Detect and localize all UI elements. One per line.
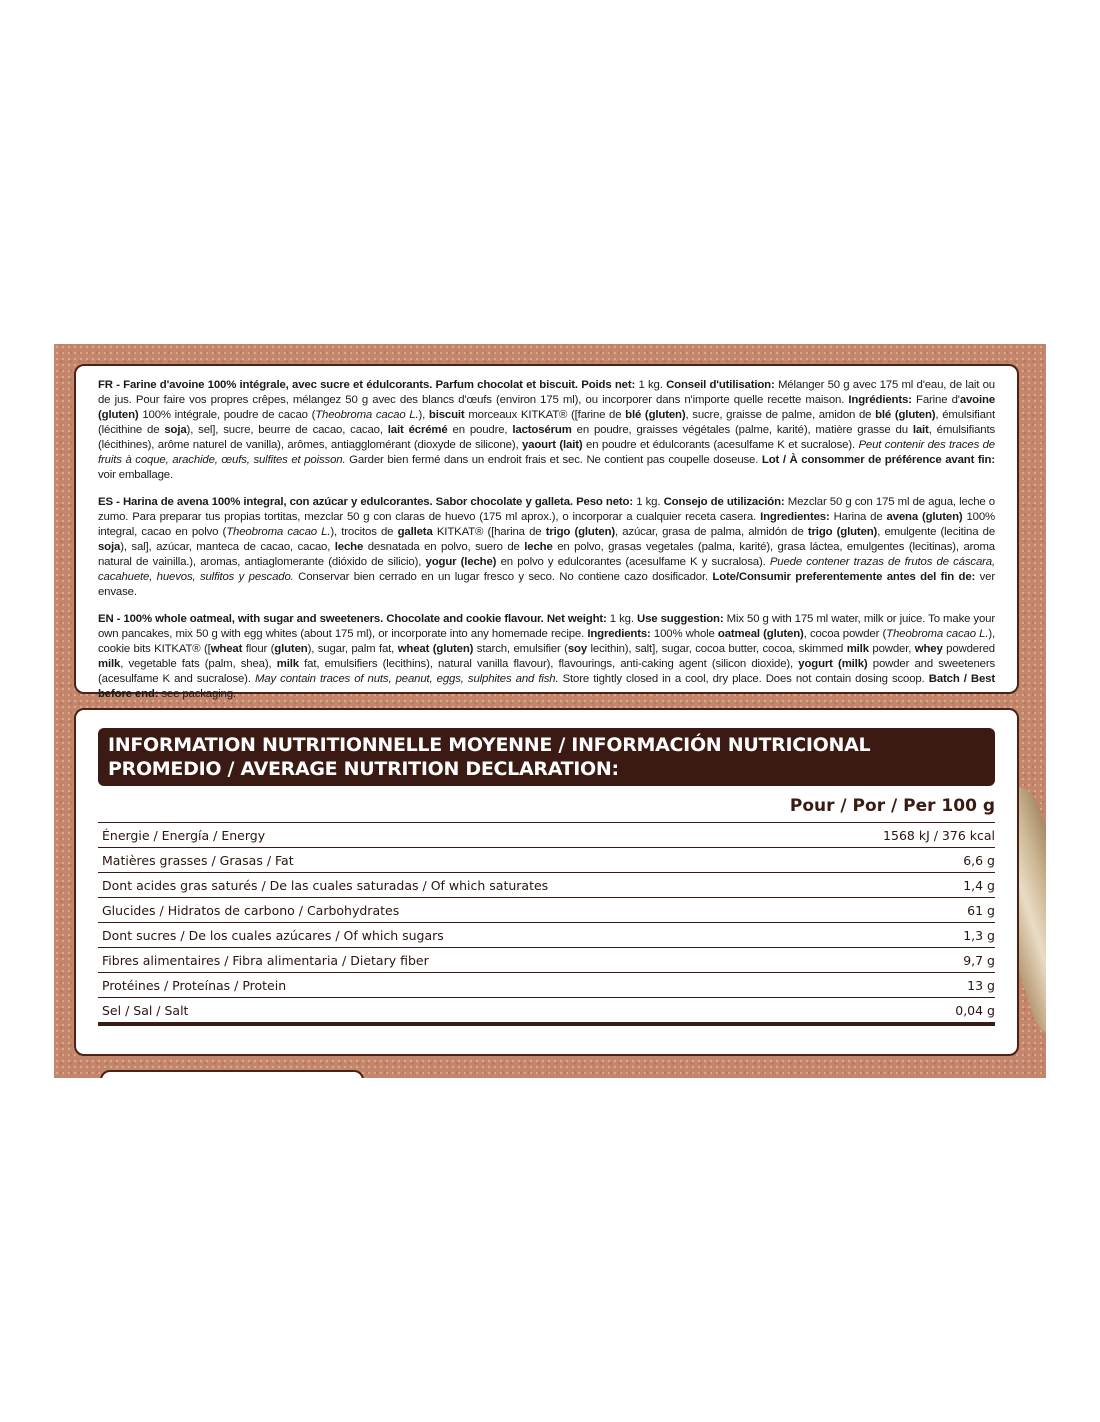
ingredients-en: EN - 100% whole oatmeal, with sugar and sweeteners. Chocolate and cookie flavour. Net weight: 1 kg. Use suggestion: Mix 50 g with 175 ml water, milk or juice. To make your own pancakes, mix 50 g with egg whites (about 175 ml), or incorporate into any homemade recipe. Ingredients: 100% whole oatmeal (gluten), cocoa powder (Theobroma cacao L.), cookie bits KITKAT® ([wheat flour (gluten), sugar, palm fat, wheat (gluten) starch, emulsifier (soy lecithin), salt], sugar, cocoa butter, cocoa, skimmed milk powder, whey powdered milk, vegetable fats (palm, shea), milk fat, emulsifiers (lecithins), natural vanilla flavour), flavourings, anti-caking agent (silicon dioxide), yogurt (milk) powder and sweeteners (acesulfame K and sucralose). May contain traces of nuts, peanut, eggs, sulphites and fish. Store tightly closed in a cool, dry place. Does not contain dosing scoop. Batch / Best before end: see packaging. bbox=[98, 613, 996, 700]
product-label bbox=[54, 344, 1046, 1078]
table-row bbox=[98, 973, 995, 998]
nutrient-label: Glucides / Hidratos de carbono / Carbohydrates bbox=[98, 898, 813, 923]
nutrient-value: 1568 kJ / 376 kcal bbox=[813, 823, 995, 848]
per-100g-header: Pour / Por / Per 100 g bbox=[98, 794, 995, 823]
nutrient-value: 1,3 g bbox=[813, 923, 995, 948]
nutrient-label: Sel / Sal / Salt bbox=[98, 998, 813, 1025]
nutrient-label: Dont sucres / De los cuales azúcares / Of which sugars bbox=[98, 923, 813, 948]
nutrient-value: 9,7 g bbox=[813, 948, 995, 973]
table-row bbox=[98, 823, 995, 848]
table-row bbox=[98, 948, 995, 973]
table-row bbox=[98, 898, 995, 923]
nutrient-label: Matières grasses / Grasas / Fat bbox=[98, 848, 813, 873]
nutrient-value: 1,4 g bbox=[813, 873, 995, 898]
table-row bbox=[98, 848, 995, 873]
nutrient-label: Énergie / Energía / Energy bbox=[98, 823, 813, 848]
table-row bbox=[98, 873, 995, 898]
ingredients-fr: FR - Farine d'avoine 100% intégrale, avec sucre et édulcorants. Parfum chocolat et biscuit. Poids net: 1 kg. Conseil d'utilisation: Mélanger 50 g avec 175 ml d'eau, de lait ou de jus. Pour faire vos propres crêpes, mélangez 50 g avec des blancs d'œufs (environ 175 ml), ou incorporer dans n'importe quelle recette maison. Ingrédients: Farine d'avoine (gluten) 100% intégrale, poudre de cacao (Theobroma cacao L.), biscuit morceaux KITKAT® ([farine de blé (gluten), sucre, graisse de palme, amidon de blé (gluten), émulsifiant (lécithine de soja), sel], sucre, beurre de cacao, cacao, lait écrémé en poudre, lactosérum en poudre, graisses végétales (palme, karité), matière grasse du lait, émulsifiants (lécithines), arôme naturel de vanilla), arômes, antiagglomérant (dioxyde de silicone), yaourt (lait) en poudre et édulcorants (acesulfame K et sucralose). Peut contenir des traces de fruits à coque, arachide, œufs, sulfites et poisson. Garder bien fermé dans un endroit frais et sec. Ne contient pas coupelle doseuse. Lot / À consommer de préférence avant fin: voir emballage. bbox=[98, 379, 996, 481]
nutrition-title: INFORMATION NUTRITIONNELLE MOYENNE / INFORMACIÓN NUTRICIONAL PROMEDIO / AVERAGE NUTRITION DECLARATION: bbox=[98, 728, 995, 786]
nutrient-label: Protéines / Proteínas / Protein bbox=[98, 973, 813, 998]
nutrient-value: 6,6 g bbox=[813, 848, 995, 873]
nutrition-panel bbox=[74, 708, 1019, 1056]
next-panel-edge bbox=[100, 1070, 364, 1078]
nutrient-value: 61 g bbox=[813, 898, 995, 923]
nutrient-label: Dont acides gras saturés / De las cuales saturadas / Of which saturates bbox=[98, 873, 813, 898]
table-row bbox=[98, 998, 995, 1025]
nutrition-table bbox=[98, 823, 995, 1026]
ingredients-es: ES - Harina de avena 100% integral, con azúcar y edulcorantes. Sabor chocolate y galleta. Peso neto: 1 kg. Consejo de utilización: Mezclar 50 g con 175 ml de agua, leche o zumo. Para preparar tus propias tortitas, mezclar 50 g con claras de huevo (175 ml aprox.), o incorporar a cualquier receta casera. Ingredientes: Harina de avena (gluten) 100% integral, cacao en polvo (Theobroma cacao L.), trocitos de galleta KITKAT® ([harina de trigo (gluten), azúcar, grasa de palma, almidón de trigo (gluten), emulgente (lecitina de soja), sal], azúcar, manteca de cacao, cacao, leche desnatada en polvo, suero de leche en polvo, grasas vegetales (palma, karité), grasa láctea, emulgentes (lecitinas), aroma natural de vainilla.), aromas, antiaglomerante (dióxido de silicio), yogur (leche) en polvo y edulcorantes (acesulfame K y sucralosa). Puede contener trazas de frutos de cáscara, cacahuete, huevos, sulfitos y pescado. Conservar bien cerrado en un lugar fresco y seco. No contiene cazo dosificador. Lote/Consumir preferentemente antes del fin de: ver envase. bbox=[98, 496, 996, 598]
nutrient-value: 13 g bbox=[813, 973, 995, 998]
nutrient-value: 0,04 g bbox=[813, 998, 995, 1025]
nutrient-label: Fibres alimentaires / Fibra alimentaria / Dietary fiber bbox=[98, 948, 813, 973]
table-row bbox=[98, 923, 995, 948]
ingredients-panel bbox=[74, 364, 1019, 700]
